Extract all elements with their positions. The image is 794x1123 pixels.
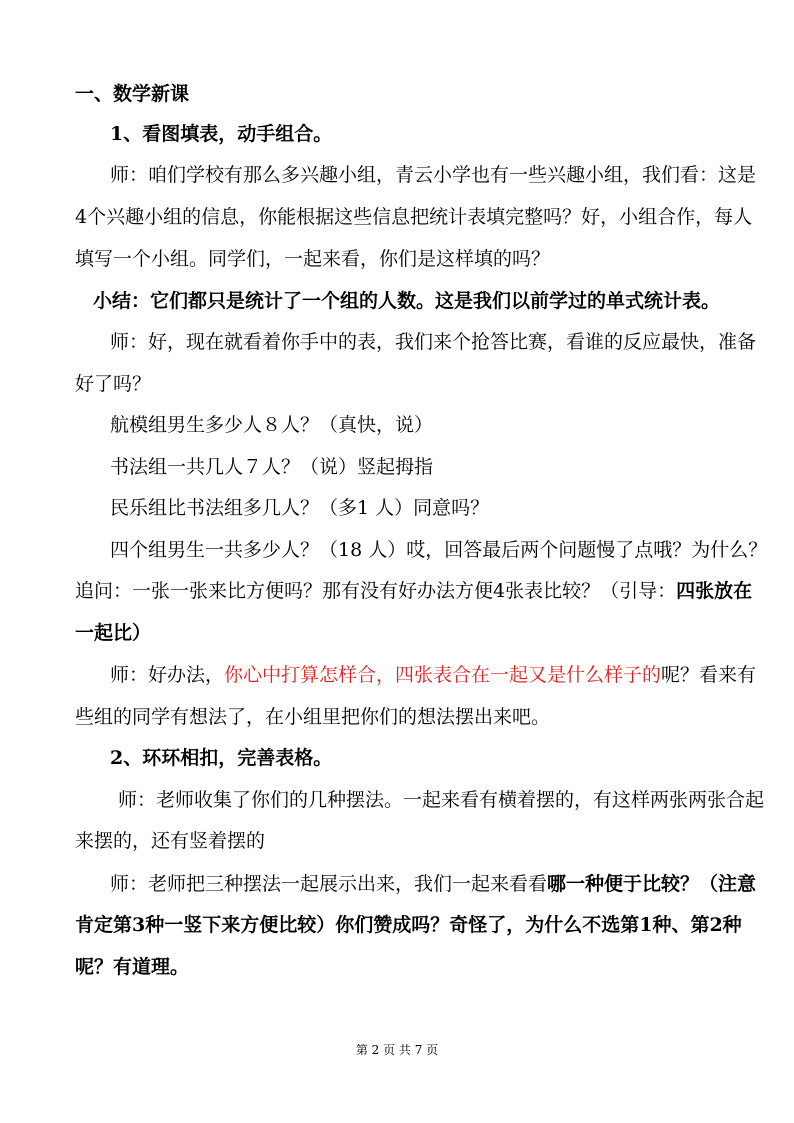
paragraph-3-line-3: 一起比） [75,622,152,644]
paragraph-6-line-3: 呢？有道理。 [75,956,190,978]
question-2: 书法组一共几人７人？（说）竖起拇指 [110,456,434,478]
paragraph-6-line-1 [110,872,756,896]
section-heading: 一、数学新课 [75,83,190,105]
question-3: 民乐组比书法组多几人？（多1 人）同意吗？ [110,497,490,519]
paragraph-3-line-2-bold: 四张放在 [676,580,753,602]
paragraph-4-line-1-text-b: 呢？看来有 [661,664,757,686]
summary-line: 小结：它们都只是统计了一个组的人数。这是我们以前学过的单式统计表。 [93,290,721,312]
paragraph-2-line-1: 师：好，现在就看着你手中的表，我们来个抢答比赛，看谁的反应最快，准备 [110,331,757,353]
paragraph-6-line-1-bold: 哪一种便于比较？（注意 [547,873,757,895]
paragraph-3-line-1: 四个组男生一共多少人？（18 人）哎，回答最后两个问题慢了点哦？为什么？ [110,539,768,561]
paragraph-1-line-3: 填写一个小组。同学们，一起来看，你们是这样填的吗？ [75,248,551,270]
paragraph-4-line-2: 些组的同学有想法了，在小组里把你们的想法摆出来吧。 [75,706,551,728]
paragraph-3-line-2-text: 追问：一张一张来比方便吗？那有没有好办法方便4张表比较？（引导： [75,580,677,602]
paragraph-4-line-1-text-a: 师：好办法， [110,664,225,686]
paragraph-6-line-1-text: 师：老师把三种摆法一起展示出来，我们一起来看看 [110,873,548,895]
paragraph-1-line-2: 4个兴趣小组的信息，你能根据这些信息把统计表填完整吗？好，小组合作，每人 [75,206,753,228]
question-1: 航模组男生多少人８人？（真快，说） [110,414,434,436]
paragraph-6-line-2: 肯定第3种一竖下来方便比较）你们赞成吗？奇怪了，为什么不选第1种、第2种 [75,914,742,936]
paragraph-3-line-2 [75,579,752,603]
paragraph-4-line-1-red-text: 你心中打算怎样合，四张表合在一起又是什么样子的 [224,664,662,686]
page-footer: 第 2 页 共 7 页 [355,1043,439,1057]
subheading-1: 1、看图填表，动手组合。 [110,123,333,145]
subheading-2: 2、环环相扣，完善表格。 [110,747,333,769]
paragraph-5-line-2: 来摆的，还有竖着摆的 [75,830,266,852]
paragraph-2-line-2: 好了吗？ [75,373,152,395]
paragraph-1-line-1: 师：咱们学校有那么多兴趣小组，青云小学也有一些兴趣小组，我们看：这是 [110,164,757,186]
paragraph-5-line-1: 师：老师收集了你们的几种摆法。一起来看有横着摆的，有这样两张两张合起 [118,789,765,811]
paragraph-4-line-1 [110,663,756,687]
